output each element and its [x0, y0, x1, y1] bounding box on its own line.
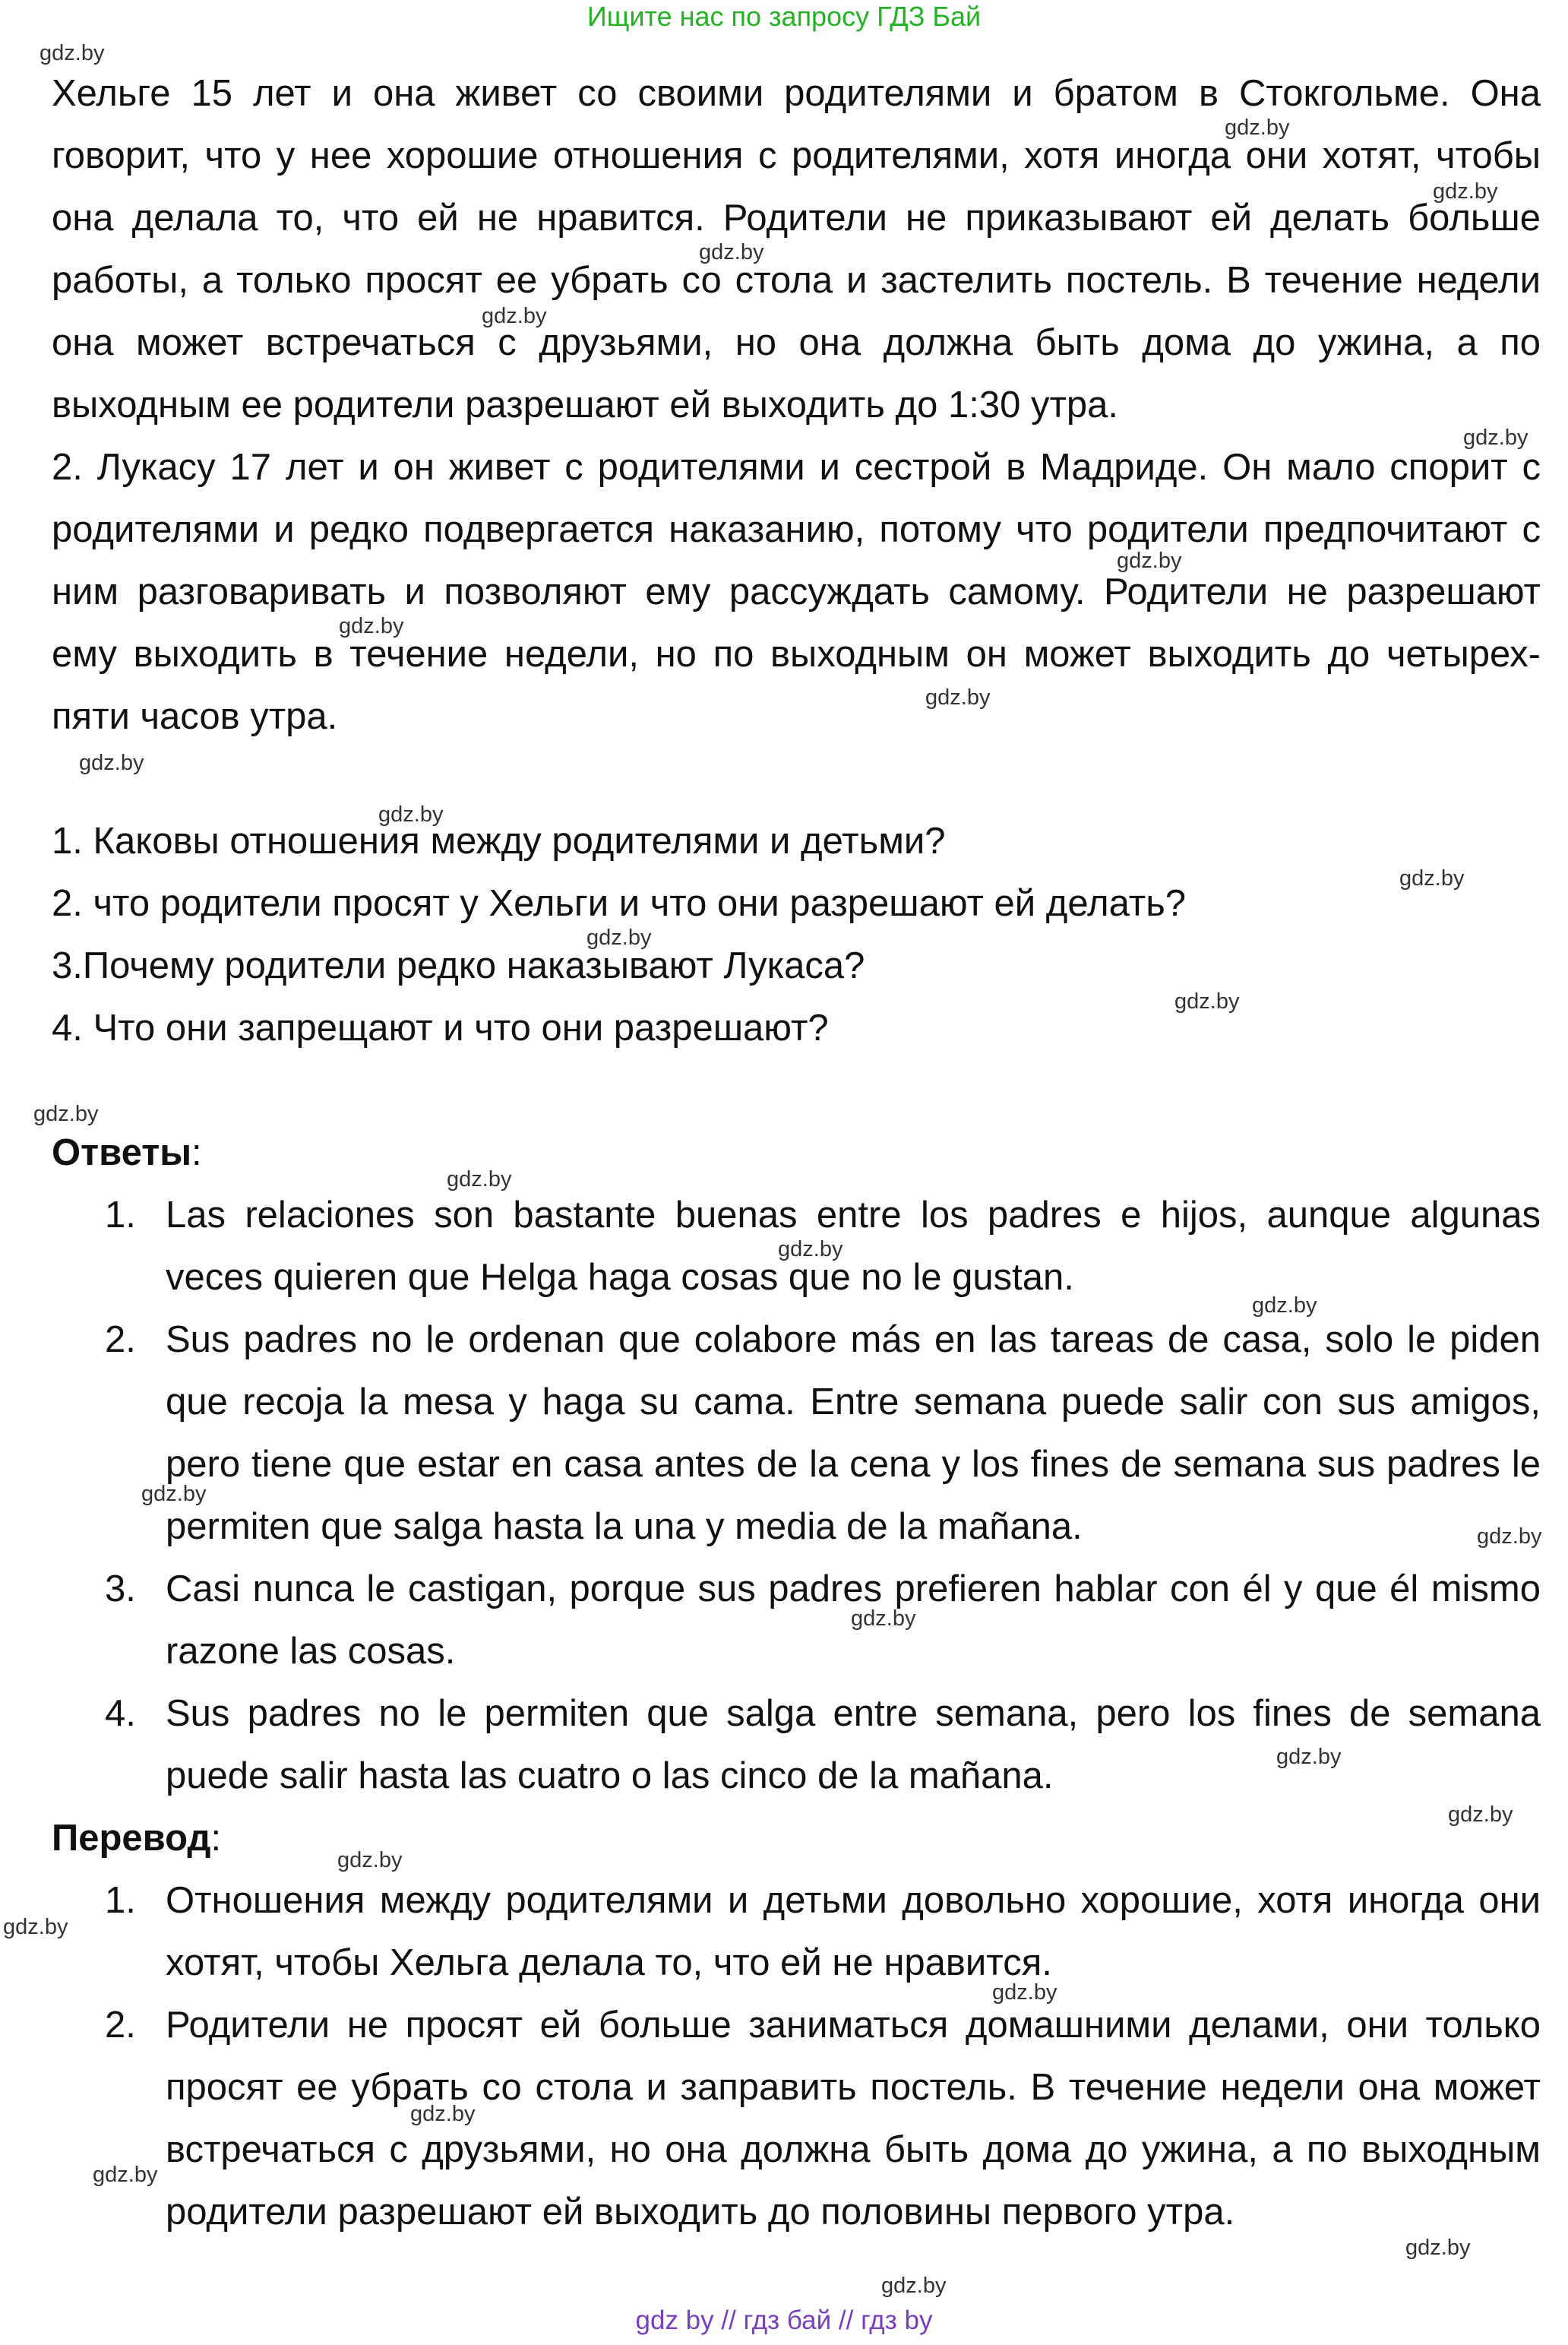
translation-heading-colon: : — [210, 1818, 222, 1859]
watermark: gdz.by — [1399, 866, 1465, 891]
watermark: gdz.by — [93, 2163, 158, 2187]
watermark: gdz.by — [378, 802, 444, 827]
watermark: gdz.by — [33, 1102, 99, 1126]
footer-links[interactable]: gdz by // гдз бай // гдз by — [635, 2305, 933, 2335]
answer-item-2 — [52, 1309, 1541, 1558]
translation-heading — [52, 1807, 1541, 1869]
answers-heading-colon: : — [191, 1132, 202, 1173]
watermark: gdz.by — [586, 926, 652, 950]
watermark: gdz.by — [1477, 1524, 1542, 1549]
paragraph-helga: Хельге 15 лет и она живет со своими родителями и братом в Стокгольме. Она говорит, что у нее хорошие отношения с родителями, хотя иногда они хотят, чтобы она делала то, что ей не нравится. Родители не приказывают ей делать больше работы, а только просят ее убрать со стола и застелить постель. В течение недели она может встречаться с друзьями, но она должна быть дома до ужина, а по выходным ее родители разрешают ей выходить до 1:30 утра. — [52, 73, 1541, 426]
watermark: gdz.by — [778, 1237, 843, 1261]
watermark: gdz.by — [447, 1167, 512, 1191]
watermark: gdz.by — [881, 2274, 947, 2298]
question-1: 1. Каковы отношения между родителями и детьми? — [52, 821, 946, 862]
watermark: gdz.by — [851, 1606, 916, 1631]
translation-heading-text: Перевод — [52, 1818, 211, 1859]
watermark: gdz.by — [1433, 179, 1498, 204]
answer-number: 3. — [105, 1568, 136, 1609]
answers-heading-text: Ответы — [52, 1132, 192, 1173]
translation-list — [52, 1869, 1541, 2243]
question-4: 4. Что они запрещают и что они разрешают? — [52, 1008, 829, 1049]
answer-text: Las relaciones son bastante buenas entre los padres e hijos, aunque algunas veces quieren que Helga haga cosas que no le gustan. — [166, 1195, 1541, 1298]
watermark: gdz.by — [1117, 549, 1182, 573]
watermark: gdz.by — [699, 240, 764, 264]
answer-item-3 — [52, 1558, 1541, 1682]
watermark: gdz.by — [141, 1482, 207, 1506]
watermark: gdz.by — [1463, 426, 1528, 450]
translation-text: Отношения между родителями и детьми довольно хорошие, хотя иногда они хотят, чтобы Хельга делала то, что ей не нравится. — [166, 1880, 1541, 1983]
watermark: gdz.by — [79, 751, 144, 775]
questions-list — [52, 810, 1541, 1059]
watermark: gdz.by — [992, 1980, 1057, 2005]
answer-text: Casi nunca le castigan, porque sus padres prefieren hablar con él y que él mismo razone las cosas. — [166, 1568, 1541, 1672]
watermark: gdz.by — [1174, 989, 1240, 1014]
translation-number: 2. — [105, 2005, 136, 2046]
watermark: gdz.by — [40, 41, 105, 65]
watermark: gdz.by — [1252, 1293, 1317, 1318]
answer-number: 1. — [105, 1195, 136, 1236]
watermark: gdz.by — [3, 1915, 68, 1939]
watermark: gdz.by — [1448, 1802, 1513, 1827]
answers-list — [52, 1184, 1541, 1807]
watermark: gdz.by — [482, 304, 547, 328]
watermark: gdz.by — [1276, 1745, 1342, 1769]
watermark: gdz.by — [1405, 2236, 1471, 2260]
answer-number: 2. — [105, 1319, 136, 1360]
watermark: gdz.by — [1225, 116, 1290, 140]
watermark: gdz.by — [339, 614, 404, 638]
answer-text: Sus padres no le permiten que salga entre semana, pero los fines de semana puede salir hasta las cuatro o las cinco de la mañana. — [166, 1693, 1541, 1796]
answers-heading — [52, 1122, 1541, 1184]
top-banner[interactable]: Ищите нас по запросу ГДЗ Бай — [586, 1, 982, 32]
translation-text: Родители не просят ей больше заниматься домашними делами, они только просят ее убрать со стола и заправить постель. В течение недели она может встречаться с друзьями, но она должна быть дома до ужина, а по выходным родители разрешают ей выходить до половины первого утра. — [166, 2005, 1541, 2233]
watermark: gdz.by — [337, 1848, 403, 1872]
document-content — [52, 62, 1541, 2243]
question-2: 2. что родители просят у Хельги и что они разрешают ей делать? — [52, 883, 1186, 924]
watermark: gdz.by — [925, 685, 991, 710]
watermark: gdz.by — [410, 2102, 476, 2126]
answer-number: 4. — [105, 1693, 136, 1734]
translation-item-1 — [52, 1869, 1541, 1994]
translation-item-2 — [52, 1994, 1541, 2243]
paragraph-lukas: 2. Лукасу 17 лет и он живет с родителями и сестрой в Мадриде. Он мало спорит с родителями и редко подвергается наказанию, потому что родители предпочитают с ним разговаривать и позволяют ему рассуждать самому. Родители не разрешают ему выходить в течение недели, но по выходным он может выходить до четырех-пяти часов утра. — [52, 447, 1541, 737]
translation-number: 1. — [105, 1880, 136, 1921]
answer-text: Sus padres no le ordenan que colabore más en las tareas de casa, solo le piden que recoja la mesa y haga su cama. Entre semana puede salir con sus amigos, pero tiene que estar en casa antes de la cena y los fines de semana sus padres le permiten que salga hasta la una y media de la mañana. — [166, 1319, 1541, 1547]
question-3: 3.Почему родители редко наказывают Лукаса? — [52, 945, 865, 986]
